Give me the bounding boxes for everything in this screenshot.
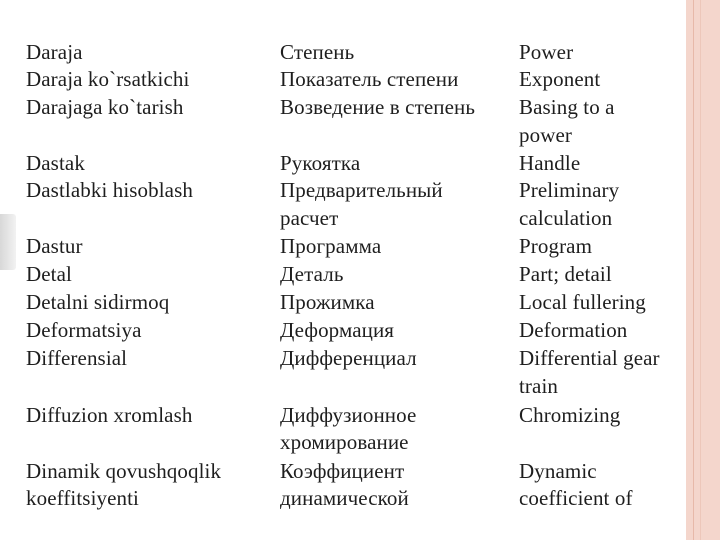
term-uzbek: Dinamik qovushqoqlik (26, 459, 222, 483)
term-russian: динамической (280, 486, 409, 510)
term-russian: Деформация (280, 318, 395, 342)
term-russian: хромирование (280, 430, 409, 454)
term-russian: Возведение в степень (280, 95, 476, 119)
term-russian: Коэффициент (280, 459, 405, 483)
term-uzbek: Darajaga ko`tarish (26, 95, 184, 119)
term-english: coefficient of (519, 486, 633, 510)
slide-edge-tab (0, 214, 16, 270)
term-english: Differential gear (519, 346, 660, 370)
term-uzbek: Detalni sidirmoq (26, 290, 170, 314)
term-uzbek: koeffitsiyenti (26, 486, 139, 510)
term-russian: Деталь (280, 262, 344, 286)
term-uzbek: Diffuzion xromlash (26, 403, 193, 427)
term-english: Deformation (519, 318, 628, 342)
term-uzbek: Dastur (26, 234, 83, 258)
term-russian: Прожимка (280, 290, 375, 314)
term-english: Part; detail (519, 262, 612, 286)
term-russian: Показатель степени (280, 67, 459, 91)
term-english: train (519, 374, 558, 398)
term-english: Local fullering (519, 290, 646, 314)
term-russian: Степень (280, 40, 355, 64)
term-uzbek: Dastlabki hisoblash (26, 178, 193, 202)
term-english: power (519, 123, 572, 147)
term-uzbek: Detal (26, 262, 72, 286)
term-english: calculation (519, 206, 613, 230)
term-uzbek: Daraja (26, 40, 83, 64)
term-russian: Рукоятка (280, 151, 361, 175)
term-russian: расчет (280, 206, 339, 230)
term-english: Handle (519, 151, 581, 175)
term-english: Preliminary (519, 178, 620, 202)
term-english: Dynamic (519, 459, 597, 483)
term-english: Exponent (519, 67, 601, 91)
term-uzbek: Deformatsiya (26, 318, 142, 342)
term-russian: Дифференциал (280, 346, 417, 370)
term-uzbek: Daraja ko`rsatkichi (26, 67, 190, 91)
glossary-slide (16, 0, 686, 540)
term-uzbek: Differensial (26, 346, 128, 370)
term-english: Program (519, 234, 593, 258)
slide-border-decoration (686, 0, 720, 540)
term-uzbek: Dastak (26, 151, 85, 175)
term-russian: Предварительный (280, 178, 443, 202)
term-russian: Диффузионное (280, 403, 417, 427)
term-english: Chromizing (519, 403, 621, 427)
term-russian: Программа (280, 234, 382, 258)
term-english: Power (519, 40, 574, 64)
term-english: Basing to a (519, 95, 615, 119)
